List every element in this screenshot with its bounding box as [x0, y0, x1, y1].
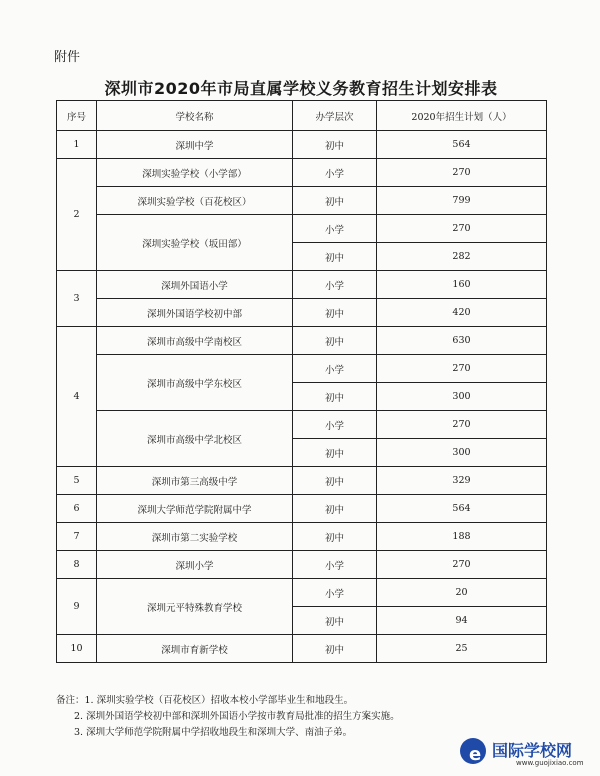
school-level: 小学	[293, 355, 377, 383]
plan-count: 270	[377, 411, 547, 439]
row-index: 8	[57, 551, 97, 579]
school-level: 初中	[293, 187, 377, 215]
header-school: 学校名称	[97, 101, 293, 131]
plan-count: 188	[377, 523, 547, 551]
table-row	[57, 355, 547, 383]
table-row	[57, 579, 547, 607]
school-level: 初中	[293, 607, 377, 635]
globe-logo-icon: e	[460, 738, 486, 764]
table-row	[57, 327, 547, 355]
row-index: 3	[57, 271, 97, 327]
school-level: 小学	[293, 411, 377, 439]
table-row	[57, 635, 547, 663]
row-index: 4	[57, 327, 97, 467]
school-name: 深圳市高级中学北校区	[97, 411, 293, 467]
remark-line: 备注：1. 深圳实验学校（百花校区）招收本校小学部毕业生和地段生。	[56, 695, 354, 706]
plan-count: 270	[377, 551, 547, 579]
plan-count: 282	[377, 243, 547, 271]
plan-count: 270	[377, 159, 547, 187]
school-name: 深圳实验学校（小学部）	[97, 159, 293, 187]
school-level: 小学	[293, 551, 377, 579]
plan-count: 94	[377, 607, 547, 635]
table-row	[57, 467, 547, 495]
table-row	[57, 187, 547, 215]
enrollment-plan-table	[56, 100, 547, 663]
school-name: 深圳元平特殊教育学校	[97, 579, 293, 635]
plan-count: 270	[377, 215, 547, 243]
plan-count: 300	[377, 439, 547, 467]
school-level: 初中	[293, 243, 377, 271]
watermark-url: www.guojixiao.com	[516, 759, 584, 767]
attachment-label: 附件	[54, 50, 81, 65]
row-index: 5	[57, 467, 97, 495]
plan-count: 160	[377, 271, 547, 299]
plan-count: 564	[377, 131, 547, 159]
school-name: 深圳市育新学校	[97, 635, 293, 663]
school-level: 初中	[293, 495, 377, 523]
remarks	[56, 693, 400, 741]
remark-line: 2. 深圳外国语学校初中部和深圳外国语小学按市教育局批准的招生方案实施。	[74, 711, 400, 722]
remark-line: 3. 深圳大学师范学院附属中学招收地段生和深圳大学、南油子弟。	[74, 727, 353, 738]
plan-count: 799	[377, 187, 547, 215]
watermark-name: 国际学校网	[492, 741, 573, 760]
plan-count: 564	[377, 495, 547, 523]
school-level: 小学	[293, 271, 377, 299]
plan-count: 25	[377, 635, 547, 663]
school-level: 初中	[293, 327, 377, 355]
watermark-logo	[456, 734, 596, 774]
plan-count: 270	[377, 355, 547, 383]
school-level: 初中	[293, 131, 377, 159]
school-name: 深圳外国语小学	[97, 271, 293, 299]
school-level: 初中	[293, 439, 377, 467]
school-level: 初中	[293, 523, 377, 551]
table-header-row	[57, 101, 547, 131]
school-name: 深圳中学	[97, 131, 293, 159]
row-index: 10	[57, 635, 97, 663]
plan-count: 20	[377, 579, 547, 607]
row-index: 1	[57, 131, 97, 159]
school-level: 初中	[293, 299, 377, 327]
row-index: 2	[57, 159, 97, 271]
school-name: 深圳小学	[97, 551, 293, 579]
school-name: 深圳大学师范学院附属中学	[97, 495, 293, 523]
table-row	[57, 551, 547, 579]
school-name: 深圳实验学校（百花校区）	[97, 187, 293, 215]
school-level: 初中	[293, 383, 377, 411]
school-name: 深圳市高级中学东校区	[97, 355, 293, 411]
table-row	[57, 495, 547, 523]
plan-count: 630	[377, 327, 547, 355]
table-row	[57, 523, 547, 551]
table-row	[57, 299, 547, 327]
header-plan: 2020年招生计划（人）	[377, 101, 547, 131]
header-level: 办学层次	[293, 101, 377, 131]
school-name: 深圳实验学校（坂田部）	[97, 215, 293, 271]
row-index: 9	[57, 579, 97, 635]
table-row	[57, 411, 547, 439]
page-title: 深圳市2020年市局直属学校义务教育招生计划安排表	[104, 79, 498, 98]
school-level: 小学	[293, 215, 377, 243]
plan-count: 329	[377, 467, 547, 495]
school-level: 小学	[293, 159, 377, 187]
plan-count: 300	[377, 383, 547, 411]
school-name: 深圳市第二实验学校	[97, 523, 293, 551]
school-level: 初中	[293, 467, 377, 495]
plan-count: 420	[377, 299, 547, 327]
table-row	[57, 159, 547, 187]
header-index: 序号	[57, 101, 97, 131]
school-name: 深圳市第三高级中学	[97, 467, 293, 495]
school-level: 小学	[293, 579, 377, 607]
table-row	[57, 131, 547, 159]
row-index: 6	[57, 495, 97, 523]
row-index: 7	[57, 523, 97, 551]
school-name: 深圳市高级中学南校区	[97, 327, 293, 355]
school-level: 初中	[293, 635, 377, 663]
school-name: 深圳外国语学校初中部	[97, 299, 293, 327]
table-row	[57, 271, 547, 299]
table-row	[57, 215, 547, 243]
